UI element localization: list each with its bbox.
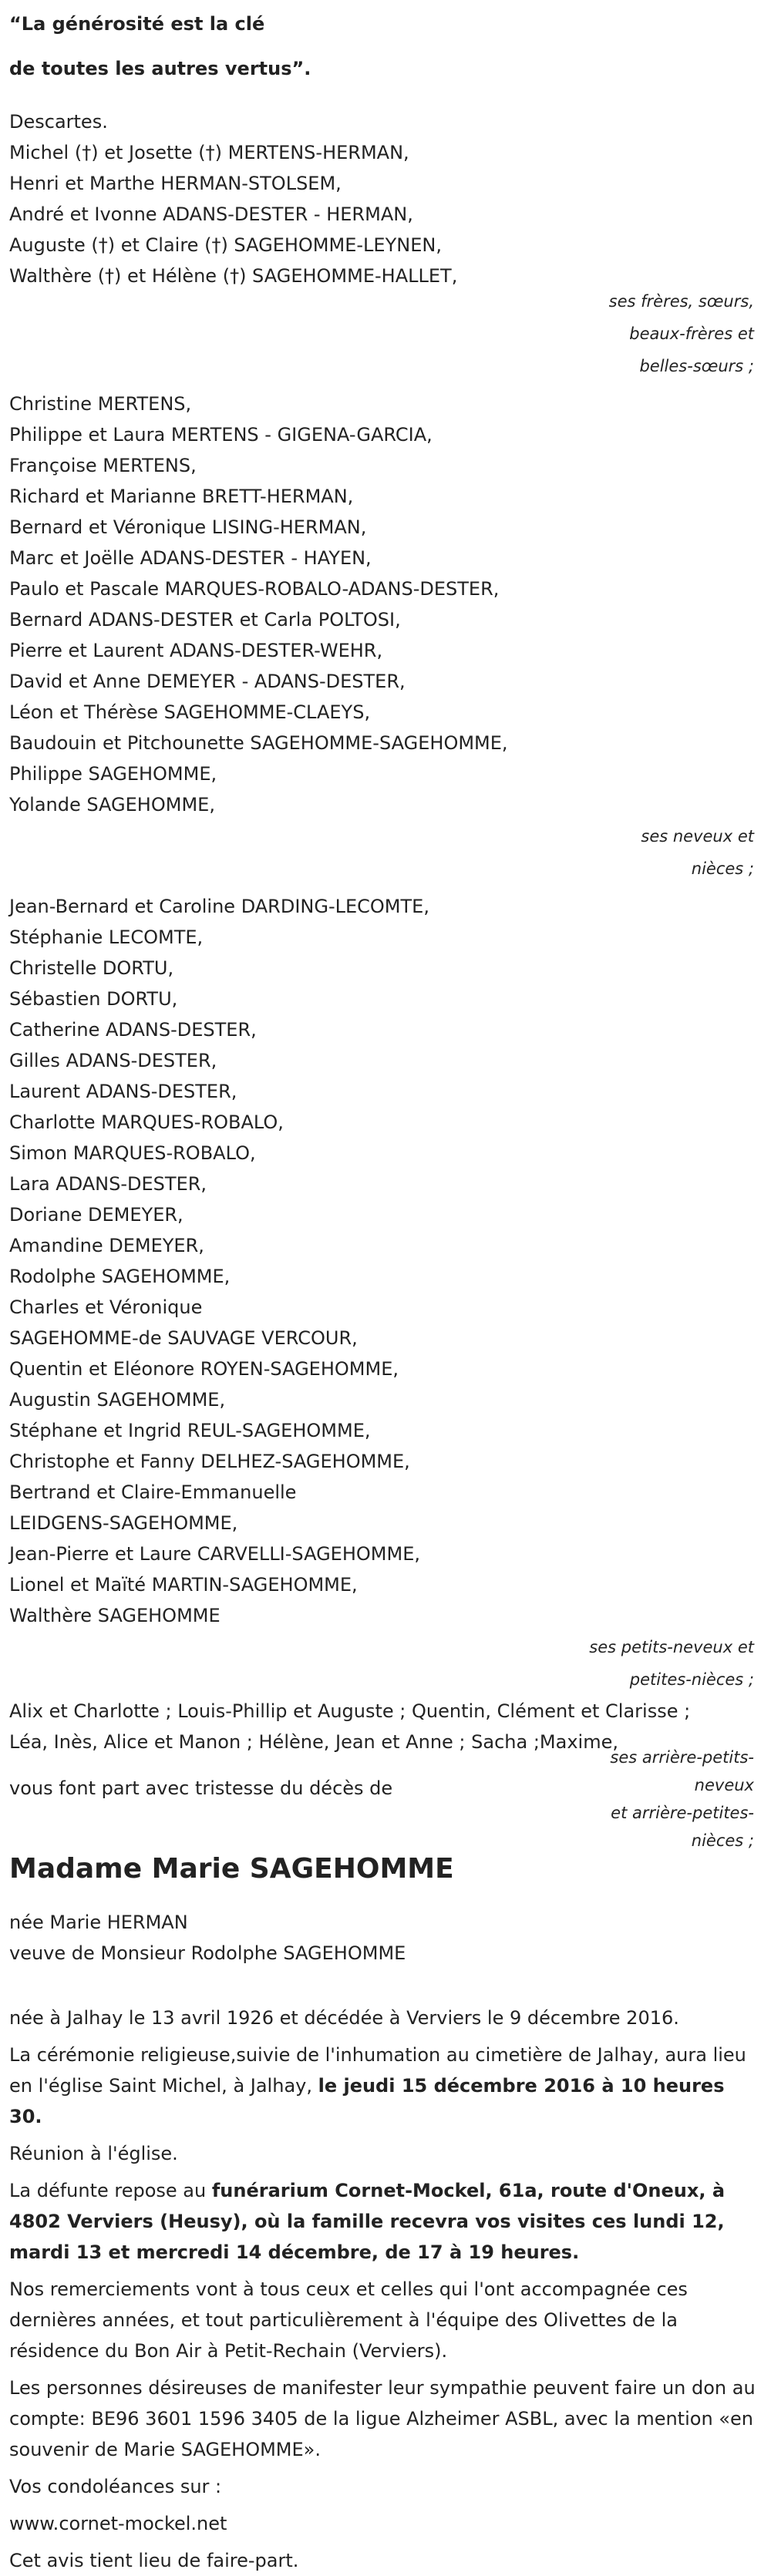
list-item: Alix et Charlotte ; Louis-Phillip et Auguste ; Quentin, Clément et Clarisse ; (9, 1700, 691, 1722)
list-item: Laurent ADANS-DESTER, (9, 1081, 237, 1102)
label-line: petites-nièces ; (629, 1670, 754, 1689)
label-line: ses neveux et (641, 827, 754, 846)
opening-quote (9, 2, 762, 91)
ceremony-text: La cérémonie religieuse,suivie de l'inhumation au cimetière de Jalhay, aura lieu en l'église Saint Michel, à Jalhay, (9, 2044, 746, 2097)
list-item: Rodolphe SAGEHOMME, (9, 1266, 231, 1287)
label-line: ses arrière-petits- (610, 1748, 754, 1767)
meeting: Réunion à l'église. (9, 2143, 178, 2164)
list-item: Gilles ADANS-DESTER, (9, 1050, 217, 1071)
list-item: Michel (†) et Josette (†) MERTENS-HERMAN, (9, 142, 409, 163)
list-item: David et Anne DEMEYER - ADANS-DESTER, (9, 671, 406, 692)
list-item: André et Ivonne ADANS-DESTER - HERMAN, (9, 203, 413, 225)
list-item: Christelle DORTU, (9, 957, 174, 979)
list-item: Léon et Thérèse SAGEHOMME-CLAEYS, (9, 701, 371, 723)
greatgrand-label (610, 1744, 754, 1855)
list-item: Charles et Véronique (9, 1296, 203, 1318)
thanks: Nos remerciements vont à tous ceux et celles qui l'ont accompagnée ces dernières années, et tout particulièrement à l'équipe des Olivettes de la résidence du Bon Air à Petit-Rechain (Verviers). (9, 2278, 688, 2362)
list-item: Lionel et Maïté MARTIN-SAGEHOMME, (9, 1574, 358, 1596)
list-item: Simon MARQUES-ROBALO, (9, 1142, 256, 1164)
funeral-home (9, 2175, 762, 2268)
birth-death: née à Jalhay le 13 avril 1926 et décédée à Verviers le 9 décembre 2016. (9, 2007, 679, 2029)
ceremony (9, 2040, 762, 2132)
list-item: Paulo et Pascale MARQUES-ROBALO-ADANS-DESTER, (9, 578, 500, 600)
nephews-label (9, 820, 762, 885)
list-item: Christine MERTENS, (9, 393, 192, 415)
donation: Les personnes désireuses de manifester leur sympathie peuvent faire un don au compte: BE96 3601 1596 3405 de la ligue Alzheimer ASBL, avec la mention «en souvenir de Marie SAGEHOMME». (9, 2377, 756, 2460)
list-item: Pierre et Laurent ADANS-DESTER-WEHR, (9, 640, 383, 661)
siblings-label (9, 285, 762, 382)
website-link[interactable]: www.cornet-mockel.net (9, 2513, 227, 2534)
label-line: nièces ; (691, 1831, 754, 1850)
rest-details: funérarium Cornet-Mockel, 61a, route d'Oneux, à 4802 Verviers (Heusy), où la famille recevra vos visites ces lundi 12, mardi 13 et mercredi 14 décembre, de 17 à 19 heures. (9, 2180, 726, 2263)
label-line: nièces ; (691, 859, 754, 878)
quote-line-1: “La générosité est la clé (9, 13, 265, 35)
list-item: Quentin et Eléonore ROYEN-SAGEHOMME, (9, 1358, 399, 1380)
list-item: Henri et Marthe HERMAN-STOLSEM, (9, 173, 342, 194)
label-line: ses petits-neveux et (589, 1638, 754, 1656)
quote-line-2: de toutes les autres vertus”. (9, 58, 311, 79)
notice-line: Cet avis tient lieu de faire-part. (9, 2550, 299, 2571)
list-item: Augustin SAGEHOMME, (9, 1389, 226, 1411)
list-item: Bernard et Véronique LISING-HERMAN, (9, 516, 367, 538)
grandnephews-list (9, 891, 762, 1631)
list-item: Richard et Marianne BRETT-HERMAN, (9, 486, 354, 507)
list-item: Lara ADANS-DESTER, (9, 1173, 207, 1195)
list-item: Bernard ADANS-DESTER et Carla POLTOSI, (9, 609, 401, 631)
list-item: Christophe et Fanny DELHEZ-SAGEHOMME, (9, 1451, 410, 1472)
obituary-notice (0, 2, 771, 2576)
list-item: Amandine DEMEYER, (9, 1235, 204, 1256)
announcement: vous font part avec tristesse du décès de (9, 1777, 393, 1799)
label-line: ses frères, sœurs, (608, 292, 754, 311)
list-item: Jean-Pierre et Laure CARVELLI-SAGEHOMME, (9, 1543, 420, 1565)
nephews-list (9, 388, 762, 820)
list-item: Baudouin et Pitchounette SAGEHOMME-SAGEHOMME, (9, 732, 508, 754)
siblings-list (9, 137, 762, 291)
label-line: et arrière-petites- (611, 1804, 754, 1822)
list-item: SAGEHOMME-de SAUVAGE VERCOUR, (9, 1327, 358, 1349)
list-item: Catherine ADANS-DESTER, (9, 1019, 257, 1041)
list-item: Marc et Joëlle ADANS-DESTER - HAYEN, (9, 547, 372, 569)
list-item: Stéphanie LECOMTE, (9, 926, 204, 948)
list-item: Doriane DEMEYER, (9, 1204, 183, 1226)
list-item: Yolande SAGEHOMME, (9, 794, 215, 816)
list-item: Françoise MERTENS, (9, 455, 197, 476)
condolences-label: Vos condoléances sur : (9, 2476, 222, 2497)
greatgrand-section (9, 1696, 762, 1850)
list-item: LEIDGENS-SAGEHOMME, (9, 1512, 238, 1534)
list-item: Charlotte MARQUES-ROBALO, (9, 1111, 284, 1133)
label-line: beaux-frères et (629, 325, 754, 343)
list-item: Walthère SAGEHOMME (9, 1605, 221, 1626)
rest-text: La défunte repose au (9, 2180, 212, 2201)
widow-of: veuve de Monsieur Rodolphe SAGEHOMME (9, 1942, 406, 1964)
list-item: Stéphane et Ingrid REUL-SAGEHOMME, (9, 1420, 371, 1441)
list-item: Walthère (†) et Hélène (†) SAGEHOMME-HALLET, (9, 265, 458, 287)
label-line: belles-sœurs ; (639, 357, 754, 375)
maiden-name: née Marie HERMAN (9, 1912, 188, 1933)
list-item: Léa, Inès, Alice et Manon ; Hélène, Jean et Anne ; Sacha ;Maxime, (9, 1731, 618, 1753)
place-line: Descartes. (9, 111, 108, 133)
list-item: Bertrand et Claire-Emmanuelle (9, 1481, 297, 1503)
grandnephews-label (9, 1631, 762, 1696)
ceremony-date: le jeudi 15 décembre 2016 à 10 heures 30. (9, 2075, 725, 2127)
label-line: neveux (694, 1776, 754, 1794)
list-item: Jean-Bernard et Caroline DARDING-LECOMTE, (9, 896, 429, 917)
deceased-name: Madame Marie SAGEHOMME (9, 1853, 454, 1885)
list-item: Philippe SAGEHOMME, (9, 763, 217, 785)
list-item: Sébastien DORTU, (9, 988, 178, 1010)
list-item: Philippe et Laura MERTENS - GIGENA-GARCIA, (9, 424, 433, 446)
list-item: Auguste (†) et Claire (†) SAGEHOMME-LEYNEN, (9, 234, 442, 256)
